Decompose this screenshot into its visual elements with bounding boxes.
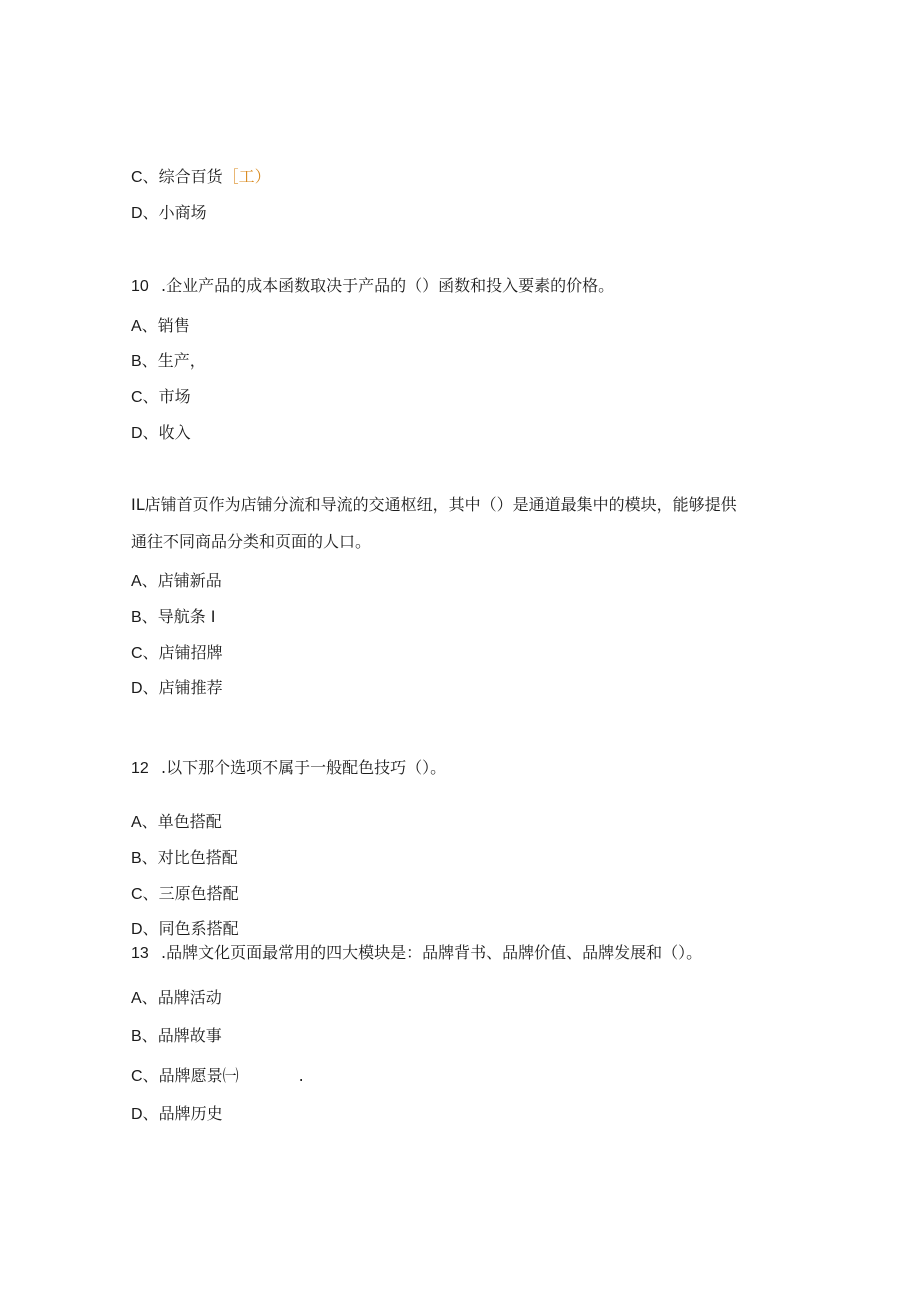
q13-stem xyxy=(131,942,702,965)
option-letter: D、 xyxy=(131,425,159,442)
q9-option-c xyxy=(131,166,271,189)
question-text: 通往不同商品分类和页面的人口。 xyxy=(131,532,372,551)
option-letter: A、 xyxy=(131,318,158,335)
question-text: IL店铺首页作为店铺分流和导流的交通枢纽，其中（）是通道最集中的模块，能够提供 xyxy=(131,495,737,514)
q13-option-b xyxy=(131,1025,222,1048)
q11-option-c xyxy=(131,642,223,665)
option-text: 品牌历史 xyxy=(158,1104,223,1123)
option-text: 生产， xyxy=(157,351,206,370)
q11-stem-line2 xyxy=(131,531,371,553)
q11-option-b xyxy=(131,606,216,629)
q11-stem-line1 xyxy=(131,494,737,516)
q12-option-b xyxy=(131,847,238,870)
option-letter: B、 xyxy=(131,609,158,626)
option-letter: A、 xyxy=(131,990,158,1007)
question-text: .企业产品的成本函数取决于产品的（）函数和投入要素的价格。 xyxy=(161,276,615,295)
option-letter: D、 xyxy=(131,680,159,697)
q11-option-d xyxy=(131,677,223,700)
option-letter: C、 xyxy=(131,389,159,406)
option-letter: C、 xyxy=(131,886,159,903)
option-text: 单色搭配 xyxy=(157,812,222,831)
option-text: 收入 xyxy=(158,423,191,442)
option-text: 导航条 I xyxy=(157,607,216,626)
option-text: 三原色搭配 xyxy=(158,884,239,903)
q10-option-a xyxy=(131,315,190,338)
question-number: 13 xyxy=(131,945,149,962)
q10-stem xyxy=(131,275,614,298)
q11-option-a xyxy=(131,570,222,593)
option-letter: A、 xyxy=(131,814,158,831)
question-number: 10 xyxy=(131,278,149,295)
option-text: 同色系搭配 xyxy=(158,919,239,938)
q12-stem xyxy=(131,757,446,780)
q12-option-a xyxy=(131,811,222,834)
option-text: 店铺推荐 xyxy=(158,678,223,697)
q13-option-c xyxy=(131,1065,304,1088)
option-text: 综合百货 xyxy=(158,167,223,186)
trailing-dot: . xyxy=(298,1066,304,1085)
question-text: .以下那个选项不属于一般配色技巧（）。 xyxy=(161,758,447,777)
option-letter: D、 xyxy=(131,205,159,222)
option-letter: C、 xyxy=(131,645,159,662)
option-text: 品牌故事 xyxy=(157,1026,222,1045)
option-text: 市场 xyxy=(158,387,191,406)
option-text: 小商场 xyxy=(158,203,207,222)
option-text: 店铺招牌 xyxy=(158,643,223,662)
answer-mark: ［工） xyxy=(222,167,271,186)
option-letter: C、 xyxy=(131,169,159,186)
q10-option-c xyxy=(131,386,191,409)
q9-option-d xyxy=(131,202,207,225)
option-letter: C、 xyxy=(131,1068,159,1085)
option-text: 销售 xyxy=(157,316,190,335)
q10-option-d xyxy=(131,422,191,445)
option-letter: D、 xyxy=(131,921,159,938)
option-text: 品牌活动 xyxy=(157,988,222,1007)
option-letter: D、 xyxy=(131,1106,159,1123)
q12-option-c xyxy=(131,883,239,906)
option-text: 店铺新品 xyxy=(157,571,222,590)
question-text: .品牌文化页面最常用的四大模块是：品牌背书、品牌价值、品牌发展和（）。 xyxy=(161,943,703,962)
q12-option-d xyxy=(131,918,239,941)
option-letter: B、 xyxy=(131,1028,158,1045)
option-text: 品牌愿景㈠ xyxy=(158,1066,239,1085)
option-letter: A、 xyxy=(131,573,158,590)
question-number: 12 xyxy=(131,760,149,777)
option-letter: B、 xyxy=(131,850,158,867)
q13-option-d xyxy=(131,1103,223,1126)
option-text: 对比色搭配 xyxy=(157,848,238,867)
q10-option-b xyxy=(131,350,206,373)
option-letter: B、 xyxy=(131,353,158,370)
q13-option-a xyxy=(131,987,222,1010)
